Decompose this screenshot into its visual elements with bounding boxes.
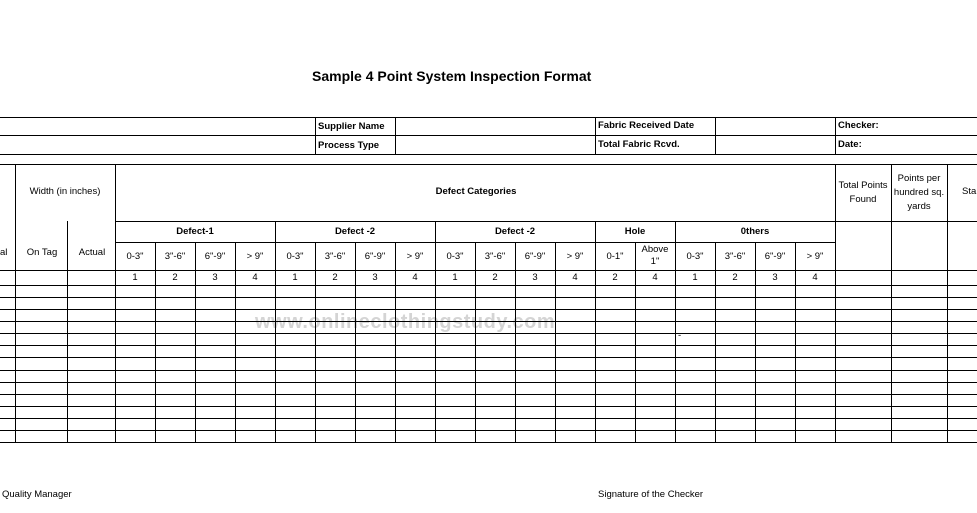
checker-label: Checker: [838,120,879,131]
grid-line [0,309,977,310]
grid-line [947,164,948,442]
grid-line [355,242,356,442]
defect-group-label: Defect -2 [494,226,536,237]
grid-line [555,242,556,442]
watermark: www.onlineclothingstudy.com [255,311,556,333]
grid-line [515,242,516,442]
grid-line [115,221,977,222]
grid-line [395,117,396,154]
grid-line [0,154,977,155]
grid-line [0,117,977,118]
stray-mark: - [678,330,682,341]
defect-size-label: 6"-9" [364,251,386,262]
defect-point-value: 1 [132,272,138,283]
grid-line [835,117,836,154]
defect-point-value: 3 [212,272,218,283]
defect-group-label: Defect -2 [334,226,376,237]
defect-point-value: 3 [372,272,378,283]
page-title: Sample 4 Point System Inspection Format [312,68,592,84]
defect-size-label: > 9" [806,251,824,262]
defect-size-label: 0-3" [126,251,144,262]
supplier-name-label: Supplier Name [318,121,385,132]
defect-size-label: 6"-9" [764,251,786,262]
grid-line [15,164,16,442]
defect-point-value: 1 [452,272,458,283]
defect-point-value: 4 [572,272,578,283]
defect-point-value: 2 [492,272,498,283]
grid-line [0,418,977,419]
grid-line [675,221,676,442]
on-tag-header: On Tag [26,247,58,258]
grid-line [475,242,476,442]
defect-size-label: 6"-9" [524,251,546,262]
defect-point-value: 4 [652,272,658,283]
grid-line [395,242,396,442]
grid-line [0,345,977,346]
defect-group-label: Defect-1 [176,226,214,237]
grid-line [0,285,977,286]
defect-size-label: > 9" [406,251,424,262]
defect-size-label: Above 1" [641,244,669,267]
defect-size-label: 0-1" [606,251,624,262]
grid-line [0,321,977,322]
grid-line [0,164,977,165]
defect-size-label: > 9" [566,251,584,262]
process-type-label: Process Type [318,140,380,151]
defect-size-label: 3"-6" [164,251,186,262]
width-inches-header: Width (in inches) [29,186,101,197]
grid-line [155,242,156,442]
total-fabric-rcvd-label: Total Fabric Rcvd. [598,139,680,150]
grid-line [315,242,316,442]
defect-point-value: 2 [612,272,618,283]
total-points-found-header: Total Points Found [838,180,888,205]
grid-line [595,221,596,442]
grid-line [835,164,836,442]
defect-point-value: 4 [252,272,258,283]
grid-line [715,242,716,442]
grid-line [0,333,977,334]
grid-line [0,370,977,371]
grid-line [0,394,977,395]
defect-size-label: 6"-9" [204,251,226,262]
grid-line [67,221,68,442]
defect-size-label: 3"-6" [484,251,506,262]
grid-line [635,242,636,442]
grid-line [755,242,756,442]
defect-point-value: 3 [532,272,538,283]
grid-line [315,117,316,154]
defect-point-value: 1 [692,272,698,283]
defect-point-value: 2 [332,272,338,283]
grid-line [0,406,977,407]
grid-line [0,442,977,443]
defect-size-label: 3"-6" [724,251,746,262]
grid-line [595,117,596,154]
grid-line [891,164,892,442]
actual-header-partial: al [0,247,8,258]
signature-checker-label: Signature of the Checker [598,489,704,500]
defect-point-value: 3 [772,272,778,283]
grid-line [115,164,116,442]
points-per-hundred-header: Points per hundred sq. yards [893,173,945,212]
grid-line [235,242,236,442]
date-label: Date: [838,139,862,150]
actual-header: Actual [78,247,106,258]
grid-line [0,382,977,383]
defect-size-label: 3"-6" [324,251,346,262]
defect-size-label: > 9" [246,251,264,262]
defect-point-value: 4 [812,272,818,283]
grid-line [0,270,977,271]
defect-point-value: 4 [412,272,418,283]
grid-line [435,221,436,442]
grid-line [195,242,196,442]
defect-point-value: 2 [732,272,738,283]
defect-size-label: 0-3" [446,251,464,262]
defect-group-label: Hole [624,226,646,237]
fabric-received-date-label: Fabric Received Date [598,120,695,131]
defect-size-label: 0-3" [286,251,304,262]
grid-line [795,242,796,442]
defect-point-value: 1 [292,272,298,283]
grid-line [715,117,716,154]
quality-manager-label: Quality Manager [2,489,72,500]
defect-categories-header: Defect Categories [435,186,517,197]
defect-group-label: 0thers [740,226,770,237]
grid-line [0,430,977,431]
defect-size-label: 0-3" [686,251,704,262]
grid-line [0,135,977,136]
status-header-partial: Sta [962,186,977,197]
grid-line [0,297,977,298]
defect-point-value: 2 [172,272,178,283]
grid-line [0,357,977,358]
grid-line [275,221,276,442]
